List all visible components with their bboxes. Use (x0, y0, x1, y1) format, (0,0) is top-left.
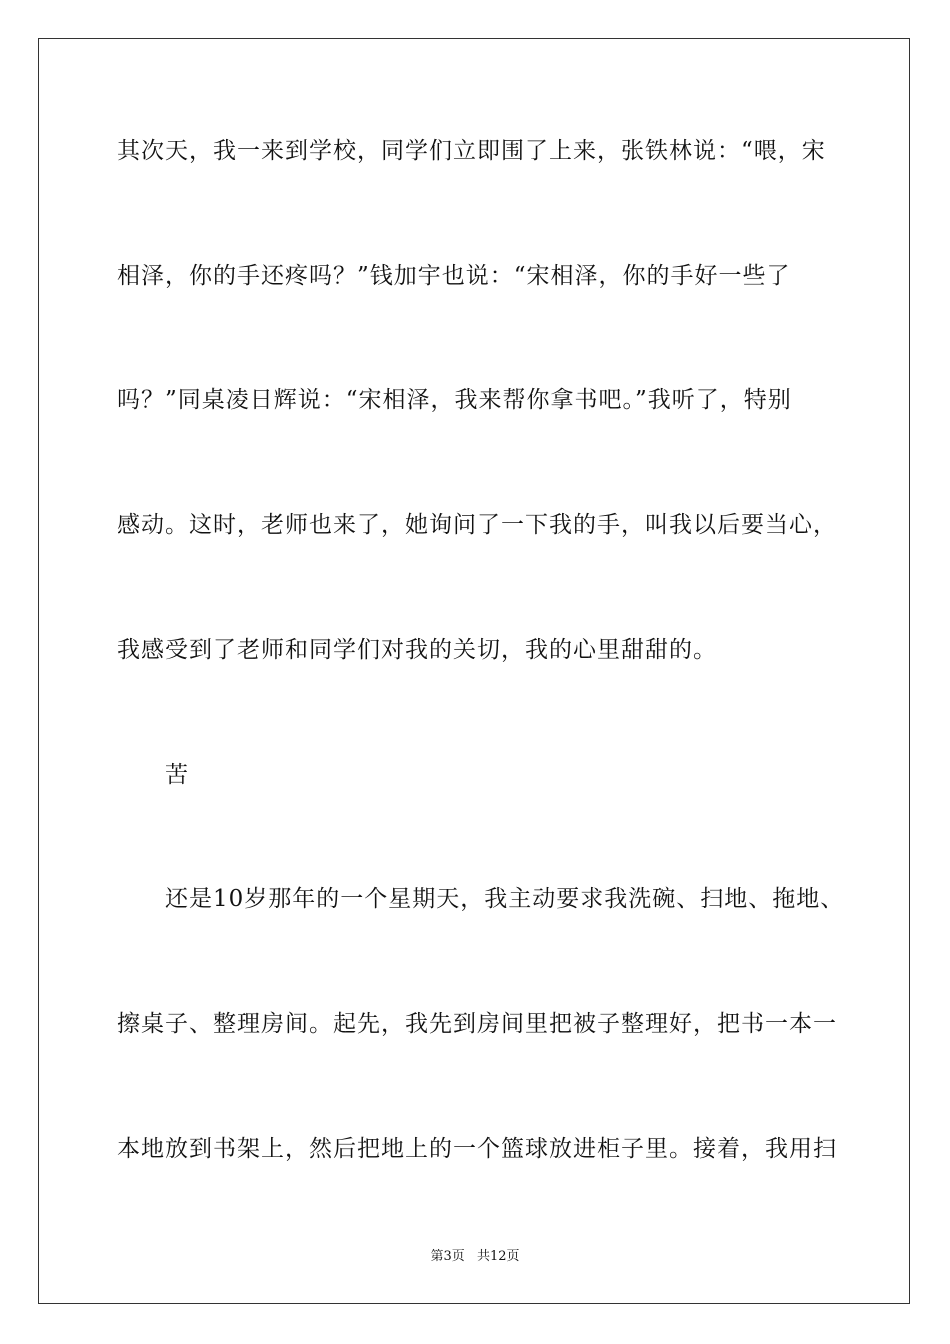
text-line: 吗？”同桌凌日辉说：“宋相泽，我来帮你拿书吧。”我听了，特别 (117, 387, 792, 413)
text-line: 我感受到了老师和同学们对我的关切，我的心里甜甜的。 (117, 637, 717, 663)
section-heading: 苦 (165, 762, 189, 788)
text-line: 相泽，你的手还疼吗？”钱加宇也说：“宋相泽，你的手好一些了 (117, 263, 791, 289)
text-line: 还是10岁那年的一个星期天，我主动要求我洗碗、扫地、拖地、 (165, 886, 845, 912)
text-line: 其次天，我一来到学校，同学们立即围了上来，张铁林说：“喂，宋 (117, 138, 826, 164)
page-border (38, 38, 910, 1304)
text-line: 本地放到书架上，然后把地上的一个篮球放进柜子里。接着，我用扫 (117, 1136, 837, 1162)
page-total: 共12页 (476, 1249, 520, 1264)
page-number: 第3页 (430, 1249, 465, 1264)
text-line: 感动。这时，老师也来了，她询问了一下我的手，叫我以后要当心， (117, 512, 837, 538)
page-footer (0, 1248, 950, 1266)
text-line: 擦桌子、整理房间。起先，我先到房间里把被子整理好，把书一本一 (117, 1011, 837, 1037)
